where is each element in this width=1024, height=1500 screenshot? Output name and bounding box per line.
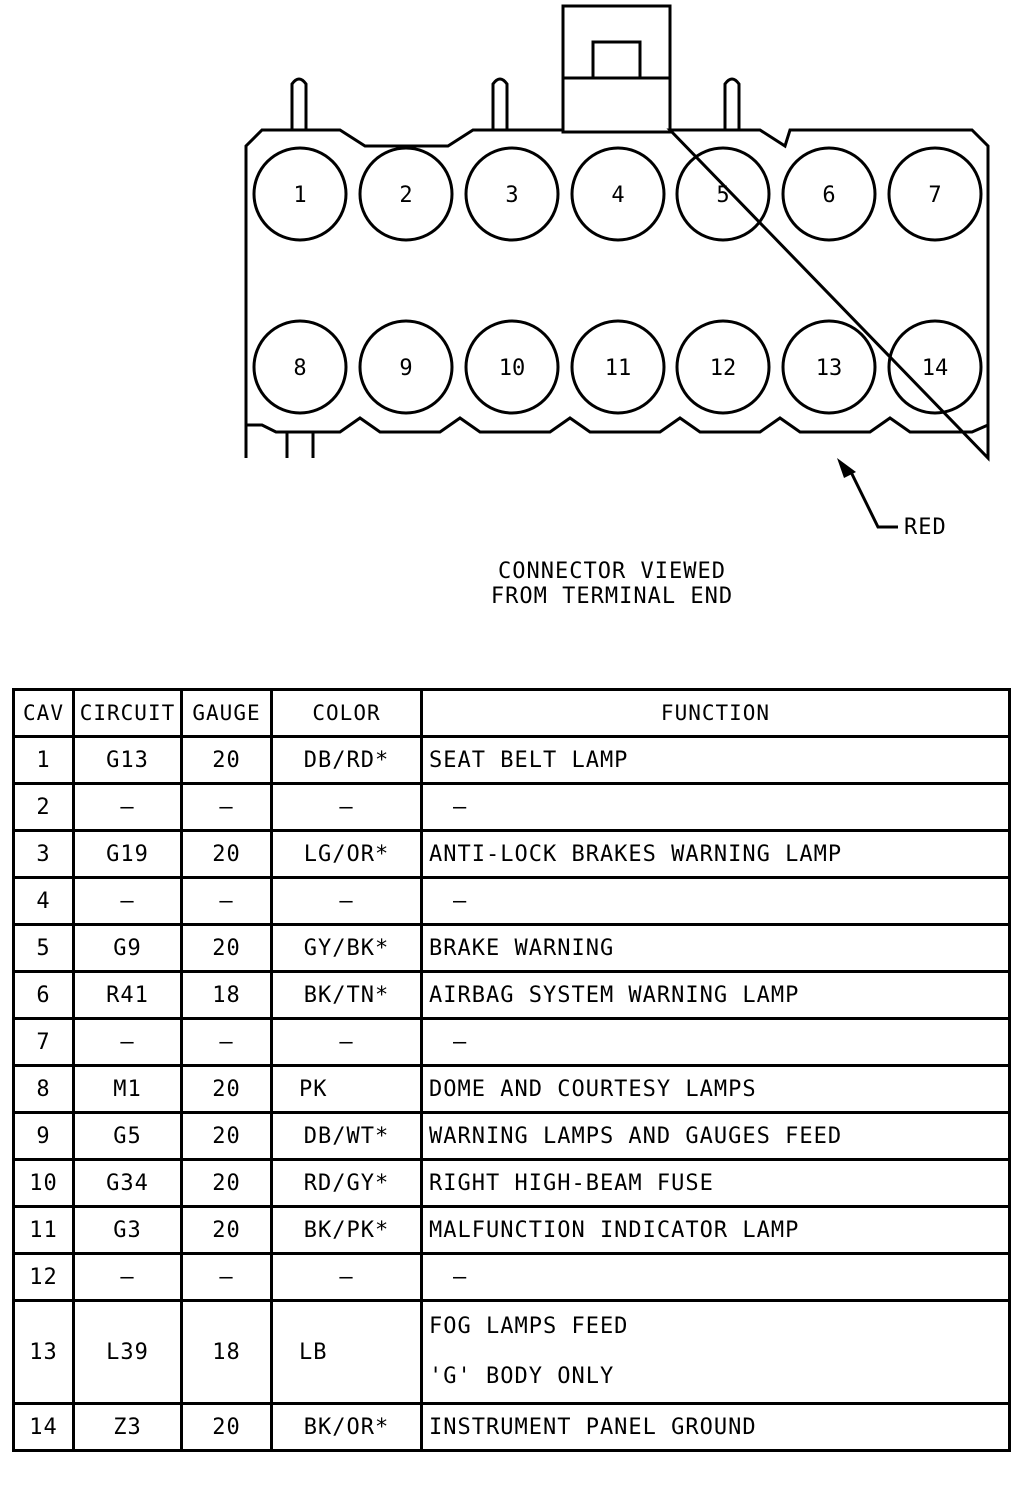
cell-gauge: 20 xyxy=(182,1404,272,1451)
cell-gauge: 20 xyxy=(182,1160,272,1207)
cell-cav: 14 xyxy=(14,1404,74,1451)
table-row xyxy=(14,784,1010,831)
cell-color: — xyxy=(272,1019,422,1066)
connector-lock-tab xyxy=(563,6,670,132)
cell-cav: 3 xyxy=(14,831,74,878)
cell-color: DB/WT* xyxy=(272,1113,422,1160)
cell-gauge: 20 xyxy=(182,831,272,878)
table-row xyxy=(14,1066,1010,1113)
cell-cav: 6 xyxy=(14,972,74,1019)
cell-circuit: G5 xyxy=(74,1113,182,1160)
cell-color: — xyxy=(272,878,422,925)
cell-color: BK/OR* xyxy=(272,1404,422,1451)
cell-cav: 9 xyxy=(14,1113,74,1160)
cell-circuit: R41 xyxy=(74,972,182,1019)
cell-gauge: — xyxy=(182,1019,272,1066)
cell-circuit: Z3 xyxy=(74,1404,182,1451)
cavity-label-11: 11 xyxy=(604,356,632,381)
connector-body xyxy=(246,130,988,458)
cell-cav: 11 xyxy=(14,1207,74,1254)
red-marker-label: RED xyxy=(904,515,947,540)
header-gauge: GAUGE xyxy=(182,690,272,737)
function-line-2: 'G' BODY ONLY xyxy=(429,1364,615,1389)
cell-circuit: — xyxy=(74,1019,182,1066)
cell-gauge: 18 xyxy=(182,1301,272,1404)
header-color: COLOR xyxy=(272,690,422,737)
cell-gauge: 20 xyxy=(182,1113,272,1160)
cell-gauge: 20 xyxy=(182,737,272,784)
connector-pin-right xyxy=(725,79,739,130)
cell-cav: 7 xyxy=(14,1019,74,1066)
table-row xyxy=(14,1160,1010,1207)
cavity-label-6: 6 xyxy=(822,183,836,208)
cell-gauge: — xyxy=(182,784,272,831)
cavity-label-5: 5 xyxy=(716,183,730,208)
table-row xyxy=(14,1404,1010,1451)
cell-color: — xyxy=(272,784,422,831)
cell-function: BRAKE WARNING xyxy=(422,925,1010,972)
cell-circuit: G9 xyxy=(74,925,182,972)
connector-lock-latch xyxy=(593,42,640,78)
cell-color: PK xyxy=(272,1066,422,1113)
cell-color: RD/GY* xyxy=(272,1160,422,1207)
connector-diagram xyxy=(0,0,1024,640)
cell-function xyxy=(422,1301,1010,1404)
cell-function: RIGHT HIGH-BEAM FUSE xyxy=(422,1160,1010,1207)
cavity-label-1: 1 xyxy=(293,183,307,208)
cell-function: DOME AND COURTESY LAMPS xyxy=(422,1066,1010,1113)
header-circuit: CIRCUIT xyxy=(74,690,182,737)
cavity-label-14: 14 xyxy=(921,356,949,381)
cell-color: GY/BK* xyxy=(272,925,422,972)
cell-cav: 2 xyxy=(14,784,74,831)
cell-circuit: L39 xyxy=(74,1301,182,1404)
cell-color: — xyxy=(272,1254,422,1301)
cell-color: BK/TN* xyxy=(272,972,422,1019)
cell-color: LB xyxy=(272,1301,422,1404)
cell-cav: 1 xyxy=(14,737,74,784)
red-marker-leader xyxy=(850,470,898,527)
cell-function: ANTI-LOCK BRAKES WARNING LAMP xyxy=(422,831,1010,878)
cavity-label-3: 3 xyxy=(505,183,519,208)
caption-line-1: CONNECTOR VIEWED xyxy=(498,559,726,584)
cell-gauge: 20 xyxy=(182,925,272,972)
cell-circuit: G13 xyxy=(74,737,182,784)
cell-circuit: — xyxy=(74,784,182,831)
cell-function: — xyxy=(422,784,1010,831)
table-row xyxy=(14,737,1010,784)
cell-function: — xyxy=(422,1019,1010,1066)
table-row xyxy=(14,831,1010,878)
cavity-label-10: 10 xyxy=(498,356,526,381)
cell-function: WARNING LAMPS AND GAUGES FEED xyxy=(422,1113,1010,1160)
table-row xyxy=(14,1254,1010,1301)
cell-function: — xyxy=(422,878,1010,925)
cell-color: DB/RD* xyxy=(272,737,422,784)
cell-circuit: — xyxy=(74,1254,182,1301)
cell-circuit: G3 xyxy=(74,1207,182,1254)
cell-gauge: 20 xyxy=(182,1207,272,1254)
cell-circuit: M1 xyxy=(74,1066,182,1113)
cell-function: SEAT BELT LAMP xyxy=(422,737,1010,784)
cell-function: MALFUNCTION INDICATOR LAMP xyxy=(422,1207,1010,1254)
cell-gauge: — xyxy=(182,1254,272,1301)
cell-gauge: 20 xyxy=(182,1066,272,1113)
header-function: FUNCTION xyxy=(422,690,1010,737)
cell-cav: 8 xyxy=(14,1066,74,1113)
cell-function: INSTRUMENT PANEL GROUND xyxy=(422,1404,1010,1451)
cavity-label-2: 2 xyxy=(399,183,413,208)
table-row xyxy=(14,1113,1010,1160)
cell-cav: 5 xyxy=(14,925,74,972)
cavity-label-13: 13 xyxy=(815,356,843,381)
cell-circuit: G19 xyxy=(74,831,182,878)
cell-cav: 12 xyxy=(14,1254,74,1301)
table-row xyxy=(14,878,1010,925)
table-header-row xyxy=(14,690,1010,737)
cavity-label-9: 9 xyxy=(399,356,413,381)
wiring-table xyxy=(12,688,1011,1452)
table-row xyxy=(14,925,1010,972)
table-row xyxy=(14,972,1010,1019)
table-row xyxy=(14,1019,1010,1066)
connector-inner-edge xyxy=(246,418,988,432)
connector-pin-left xyxy=(292,79,306,130)
cell-color: BK/PK* xyxy=(272,1207,422,1254)
cell-cav: 13 xyxy=(14,1301,74,1404)
cell-circuit: G34 xyxy=(74,1160,182,1207)
caption-line-2: FROM TERMINAL END xyxy=(490,584,734,609)
cell-gauge: 18 xyxy=(182,972,272,1019)
cell-circuit: — xyxy=(74,878,182,925)
connector-pin-middle xyxy=(493,79,507,130)
cell-function: AIRBAG SYSTEM WARNING LAMP xyxy=(422,972,1010,1019)
cavity-label-4: 4 xyxy=(611,183,625,208)
cell-function: — xyxy=(422,1254,1010,1301)
table-row xyxy=(14,1301,1010,1404)
function-line-1: FOG LAMPS FEED xyxy=(429,1314,629,1339)
cavity-label-8: 8 xyxy=(293,356,307,381)
cavity-label-12: 12 xyxy=(709,356,737,381)
header-cav: CAV xyxy=(14,690,74,737)
cell-cav: 10 xyxy=(14,1160,74,1207)
table-row xyxy=(14,1207,1010,1254)
cell-gauge: — xyxy=(182,878,272,925)
cell-color: LG/OR* xyxy=(272,831,422,878)
cell-cav: 4 xyxy=(14,878,74,925)
cavity-label-7: 7 xyxy=(928,183,942,208)
